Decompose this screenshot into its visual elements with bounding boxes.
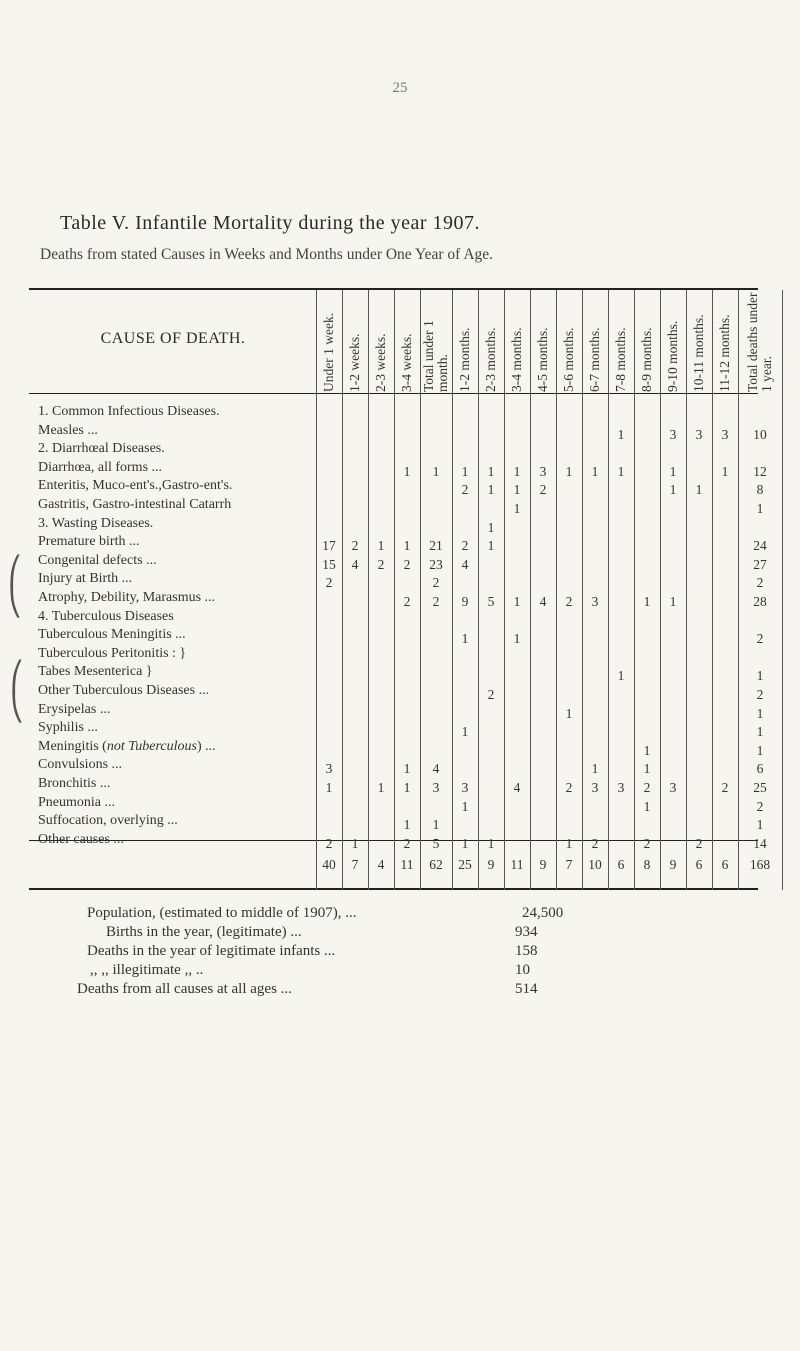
column-header: 9-10 months. xyxy=(664,320,680,392)
table-cell: 1 xyxy=(513,501,521,516)
table-cell: 2 xyxy=(461,538,469,554)
table-cell: 10 xyxy=(753,426,767,442)
table-cell: 27 xyxy=(753,556,767,572)
table-cell: 1 xyxy=(591,761,599,777)
table-cell: 2 xyxy=(695,835,703,851)
table-cell: 1 xyxy=(461,463,469,479)
table-cell: 2 xyxy=(565,594,573,609)
margin-brace-mark: ⎝ xyxy=(8,585,22,618)
table-cell: 1 xyxy=(669,463,677,479)
table-cell: 1 xyxy=(695,482,703,498)
total-cell: 9 xyxy=(669,857,677,872)
table-cell: 1 xyxy=(669,482,677,498)
table-cell: 1 xyxy=(461,798,469,814)
total-cell: 7 xyxy=(565,857,573,872)
table-cell: 1 xyxy=(487,463,495,479)
table-cell: 2 xyxy=(756,631,764,647)
table-cell: 2 xyxy=(487,687,495,702)
margin-brace-mark: ⎛ xyxy=(8,555,22,588)
table-cell: 2 xyxy=(403,556,411,572)
table-cell: 1 xyxy=(669,594,677,609)
table-cell: 1 xyxy=(513,482,521,498)
table-cell: 3 xyxy=(325,761,333,777)
table-cell: 1 xyxy=(403,463,411,479)
total-cell: 11 xyxy=(510,857,524,872)
cause-label: Diarrhœa, all forms ... xyxy=(38,459,163,475)
footer-label: Deaths in the year of legitimate infants ... xyxy=(87,943,336,959)
table-cell: 1 xyxy=(617,668,625,684)
table-cell: 4 xyxy=(351,556,359,572)
table-cell: 2 xyxy=(403,835,411,851)
table-cell: 3 xyxy=(695,426,703,442)
table-cell: 5 xyxy=(487,594,495,609)
table-cell: 1 xyxy=(756,705,764,721)
table-cell: 1 xyxy=(756,817,764,833)
total-cell: 6 xyxy=(695,857,703,872)
cause-label-prefix: Meningitis ( xyxy=(38,738,107,754)
table-cell: 2 xyxy=(565,780,573,795)
table-subtitle: Deaths from stated Causes in Weeks and Months under One Year of Age. xyxy=(40,246,494,263)
cause-label: Bronchitis ... xyxy=(38,776,111,791)
total-cell: 168 xyxy=(749,857,771,872)
column-header: 11-12 months. xyxy=(716,314,732,392)
table-cell: 2 xyxy=(643,780,651,795)
cause-label: Measles ... xyxy=(38,422,98,438)
table-cell: 2 xyxy=(461,482,469,498)
table-cell: 1 xyxy=(565,835,573,851)
column-header: Total deaths under 1 year. xyxy=(744,292,774,392)
margin-brace-mark: ⎝ xyxy=(10,690,24,723)
table-cell: 1 xyxy=(403,817,411,833)
table-cell: 1 xyxy=(432,817,440,833)
cause-label xyxy=(38,739,216,755)
cause-label: Congenital defects ... xyxy=(38,552,157,568)
table-cell: 2 xyxy=(432,575,440,591)
cause-label: 3. Wasting Diseases. xyxy=(38,515,154,531)
table-cell: 1 xyxy=(487,519,495,535)
table-cell: 4 xyxy=(461,556,469,572)
table-cell: 1 xyxy=(756,668,764,684)
table-cell: 1 xyxy=(403,761,411,777)
table-cell: 2 xyxy=(643,835,651,851)
table-cell: 3 xyxy=(539,463,547,479)
total-cell: 8 xyxy=(643,857,651,872)
cause-label: Injury at Birth ... xyxy=(38,571,133,587)
cause-of-death-header: CAUSE OF DEATH. xyxy=(100,330,246,347)
column-header: 2-3 weeks. xyxy=(372,333,388,392)
page-number: 25 xyxy=(392,80,408,96)
table-cell: 1 xyxy=(461,835,469,851)
column-divider xyxy=(782,290,783,890)
cause-label: Tabes Mesenterica } xyxy=(38,664,153,680)
table-cell: 4 xyxy=(432,761,440,777)
cause-label: Other causes ... xyxy=(38,831,124,847)
table-cell: 1 xyxy=(643,594,651,609)
table-cell: 1 xyxy=(487,482,495,498)
table-title: Table V. Infantile Mortality during the year 1907. xyxy=(60,212,480,234)
table-cell: 1 xyxy=(487,538,495,554)
table-cell: 9 xyxy=(461,594,469,609)
table-cell: 1 xyxy=(432,463,440,479)
table-cell: 5 xyxy=(432,835,440,851)
total-cell: 11 xyxy=(400,857,414,872)
table-cell: 1 xyxy=(487,835,495,851)
total-cell: 62 xyxy=(429,857,443,872)
table-cell: 4 xyxy=(513,780,521,795)
table-cell: 1 xyxy=(513,631,521,647)
cause-label: 2. Diarrhœal Diseases. xyxy=(38,441,165,457)
footer-label: ,, ,, illegitimate ,, .. xyxy=(90,962,204,978)
total-cell: 6 xyxy=(721,857,729,872)
table-cell: 1 xyxy=(325,780,333,795)
table-cell: 2 xyxy=(756,575,764,591)
table-cell: 2 xyxy=(432,594,440,609)
cause-label: 1. Common Infectious Diseases. xyxy=(38,404,220,419)
cause-label: Pneumonia ... xyxy=(38,794,115,810)
table-cell: 1 xyxy=(643,798,651,814)
column-header: 6-7 months. xyxy=(586,327,602,392)
cause-label: Erysipelas ... xyxy=(38,701,111,717)
margin-brace-mark: ⎛ xyxy=(10,660,24,693)
table-cell: 1 xyxy=(721,463,729,479)
cause-label-suffix: ) ... xyxy=(196,738,216,754)
cause-label: Premature birth ... xyxy=(38,534,140,550)
cause-label: Enteritis, Muco-ent's.,Gastro-ent's. xyxy=(38,478,233,494)
table-cell: 3 xyxy=(669,780,677,795)
column-header: 10-11 months. xyxy=(690,314,706,392)
column-header: Under 1 week. xyxy=(320,312,336,392)
footer-label: Births in the year, (legitimate) ... xyxy=(106,924,302,940)
table-cell: 1 xyxy=(643,742,651,758)
table-cell: 6 xyxy=(756,761,764,777)
table-cell: 3 xyxy=(669,426,677,442)
total-cell: 25 xyxy=(458,857,472,872)
table-cell: 1 xyxy=(565,705,573,721)
cause-label: Suffocation, overlying ... xyxy=(38,813,178,829)
column-header: Total under 1 month. xyxy=(420,320,450,392)
table-cell: 3 xyxy=(591,780,599,795)
table-cell: 23 xyxy=(429,556,443,572)
table-cell: 2 xyxy=(325,835,333,851)
column-header: 3-4 months. xyxy=(508,327,524,392)
table-cell: 24 xyxy=(753,538,767,554)
footer-value: 24,500 xyxy=(522,905,564,921)
table-cell: 1 xyxy=(403,538,411,554)
table-cell: 1 xyxy=(461,724,469,740)
table-cell: 1 xyxy=(756,724,764,740)
table-cell: 1 xyxy=(643,761,651,777)
cause-label: Convulsions ... xyxy=(38,757,123,773)
cause-label: Tuberculous Meningitis ... xyxy=(38,627,186,643)
cause-label: Atrophy, Debility, Marasmus ... xyxy=(38,590,216,605)
column-header: 8-9 months. xyxy=(638,327,654,392)
table-cell: 1 xyxy=(591,463,599,479)
table-cell: 2 xyxy=(351,538,359,554)
column-header: 7-8 months. xyxy=(612,327,628,392)
table-cell: 3 xyxy=(617,780,625,795)
table-cell: 3 xyxy=(721,426,729,442)
table-cell: 21 xyxy=(429,538,443,554)
table-cell: 2 xyxy=(756,798,764,814)
table-cell: 1 xyxy=(461,631,469,647)
table-cell: 3 xyxy=(461,780,469,795)
column-header: 1-2 weeks. xyxy=(346,333,362,392)
footer-value: 934 xyxy=(515,924,538,940)
table-cell: 2 xyxy=(325,575,333,591)
total-cell: 7 xyxy=(351,857,359,872)
column-header: 5-6 months. xyxy=(560,327,576,392)
total-cell: 9 xyxy=(487,857,495,872)
column-header: 3-4 weeks. xyxy=(398,333,414,392)
column-header: 1-2 months. xyxy=(456,327,472,392)
column-header: 2-3 months. xyxy=(482,327,498,392)
table-cell: 15 xyxy=(322,556,336,572)
table-cell: 8 xyxy=(756,482,764,498)
cause-label-italic: not Tuberculous xyxy=(106,738,197,754)
total-cell: 10 xyxy=(588,857,602,872)
table-cell: 1 xyxy=(377,780,385,795)
table-cell: 1 xyxy=(617,463,625,479)
table-cell: 25 xyxy=(753,780,767,795)
table-cell: 2 xyxy=(721,780,729,795)
table-cell: 3 xyxy=(591,594,599,609)
table-cell: 1 xyxy=(513,463,521,479)
table-cell: 1 xyxy=(617,426,625,442)
footer-value: 10 xyxy=(515,962,530,978)
table-cell: 17 xyxy=(322,538,336,554)
table-cell: 1 xyxy=(351,835,359,851)
total-cell: 40 xyxy=(322,857,336,872)
table-cell: 1 xyxy=(565,463,573,479)
cause-label: Tuberculous Peritonitis : } xyxy=(38,645,187,661)
cause-label: Syphilis ... xyxy=(38,720,98,736)
table-cell: 2 xyxy=(756,687,764,702)
total-cell: 6 xyxy=(617,857,625,872)
table-cell: 4 xyxy=(539,594,547,609)
table-cell: 2 xyxy=(377,556,385,572)
table-cell: 14 xyxy=(753,835,767,851)
table-cell: 2 xyxy=(403,594,411,609)
footer-label: Population, (estimated to middle of 1907), ... xyxy=(87,905,357,921)
column-header: 4-5 months. xyxy=(534,327,550,392)
cause-label: Other Tuberculous Diseases ... xyxy=(38,683,210,698)
footer-value: 514 xyxy=(515,981,538,997)
total-cell: 9 xyxy=(539,857,547,872)
table-cell: 1 xyxy=(403,780,411,795)
table-cell: 1 xyxy=(756,742,764,758)
table-cell: 1 xyxy=(513,594,521,609)
footer-label: Deaths from all causes at all ages ... xyxy=(77,981,292,997)
cause-label: Gastritis, Gastro-intestinal Catarrh xyxy=(38,497,232,512)
table-cell: 2 xyxy=(591,835,599,851)
table-cell: 12 xyxy=(753,463,767,479)
table-cell: 2 xyxy=(539,482,547,498)
table-cell: 3 xyxy=(432,780,440,795)
total-cell: 4 xyxy=(377,857,385,872)
cause-label: 4. Tuberculous Diseases xyxy=(38,608,174,624)
table-cell: 1 xyxy=(756,501,764,516)
table-cell: 28 xyxy=(753,594,767,609)
table-cell: 1 xyxy=(377,538,385,554)
footer-value: 158 xyxy=(515,943,538,959)
